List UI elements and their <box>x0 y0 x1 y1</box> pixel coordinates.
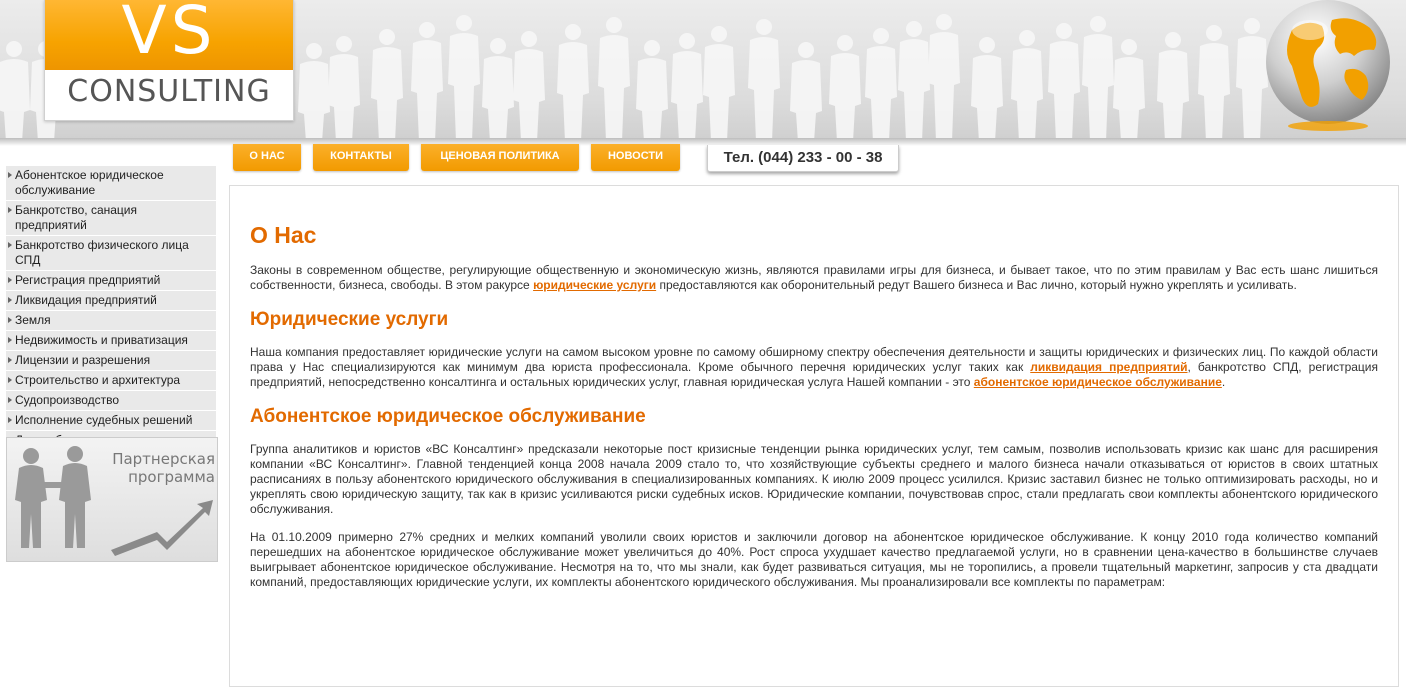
sidebar-item-land[interactable] <box>6 311 216 331</box>
nav-pricing-button[interactable]: ЦЕНОВАЯ ПОЛИТИКА <box>421 144 579 171</box>
partner-program-text <box>91 450 215 486</box>
legal-services-heading: Юридические услуги <box>250 309 449 330</box>
sidebar-item-enforcement[interactable] <box>6 411 216 431</box>
arrow-right-icon <box>8 337 12 343</box>
arrow-right-icon <box>8 207 12 213</box>
sidebar-item-label: Судопроизводство <box>15 393 120 407</box>
arrow-right-icon <box>8 172 12 178</box>
sidebar-item-label: Земля <box>15 313 51 327</box>
header-shadow <box>0 138 1406 146</box>
sidebar-item-subscription-legal[interactable] <box>6 166 216 201</box>
legal-services-paragraph: Наша компания предоставляет юридические услуги на самом высоком уровне по самому обширному спектру обеспечения деятельности и защиты юридических и физических лиц. По каждой области права у Нас специализируются как минимум два юриста профессионала. Кроме обычного перечня юридических услуг таких как ликвидация предприятий, банкротство СПД, регистрация предприятий, непосредственно консалтинга и остальных юридических услуг, главная юридическая услуга Нашей компании - это абонентское юридическое обслуживание. <box>250 345 1378 389</box>
subscription-service-link[interactable]: абонентское юридическое обслуживание <box>973 375 1222 389</box>
arrow-right-icon <box>8 377 12 383</box>
subscription-paragraph-1: Группа аналитиков и юристов «ВС Консалтинг» предсказали некоторые пост кризисные тенденции рынка юридических услуг, тем самым, позволив использовать кризис как шанс для расширения компании «ВС Консалтинг». Главной тенденцией конца 2008 начала 2009 стало то, что хозяйствующие субъекты среднего и малого бизнеса начали отказываться от юристов в своих штатных расписаниях в пользу абонентского юридического обслуживания в специализированных компаниях. К июлю 2009 процесс усилился. Кризис заставил бизнес не только оптимизировать расходы, но и укреплять свою юридическую защиту, так как в кризис усиливаются риски судебных исков. Юридические компании, почувствовав спрос, стали предлагать свои комплекты абонентского юридического обслуживания. <box>250 442 1378 516</box>
logo-vs-text: VS <box>121 0 217 69</box>
main-content <box>229 185 1399 687</box>
sidebar-item-licenses[interactable] <box>6 351 216 371</box>
arrow-right-icon <box>8 317 12 323</box>
sidebar-item-label: Банкротство физического лица СПД <box>15 238 189 267</box>
sidebar-item-construction[interactable] <box>6 371 216 391</box>
sidebar-item-label: Банкротство, санация предприятий <box>15 203 137 232</box>
sidebar-item-label: Исполнение судебных решений <box>15 413 193 427</box>
liquidation-link[interactable]: ликвидация предприятий <box>1030 360 1188 374</box>
sidebar-item-label: Регистрация предприятий <box>15 273 161 287</box>
header-banner <box>0 0 1406 142</box>
sidebar-item-label: Недвижимость и приватизация <box>15 333 188 347</box>
nav-contacts-button[interactable]: КОНТАКТЫ <box>313 144 409 171</box>
arrow-right-icon <box>8 397 12 403</box>
arrow-right-icon <box>8 277 12 283</box>
sidebar-item-litigation[interactable] <box>6 391 216 411</box>
sidebar-item-bankruptcy-individual[interactable] <box>6 236 216 271</box>
sidebar-item-label: Абонентское юридическое обслуживание <box>15 168 164 197</box>
sidebar-item-bankruptcy-enterprises[interactable] <box>6 201 216 236</box>
arrow-right-icon <box>8 242 12 248</box>
partner-program-banner[interactable] <box>6 437 218 562</box>
subscription-service-heading: Абонентское юридическое обслуживание <box>250 406 646 427</box>
partner-line1: Партнерская <box>112 450 215 468</box>
logo-consulting-text: CONSULTING <box>67 74 271 109</box>
globe-icon <box>1262 0 1394 132</box>
sidebar-item-registration[interactable] <box>6 271 216 291</box>
arrow-right-icon <box>8 417 12 423</box>
sidebar-item-label: Ликвидация предприятий <box>15 293 157 307</box>
sidebar-item-real-estate[interactable] <box>6 331 216 351</box>
intro-paragraph: Законы в современном обществе, регулирующие общественную и экономическую жизнь, являются правилами игры для бизнеса, и бывает такое, что по этим правилам у Вас есть шанс лишиться собственности, бизнеса, свободы. В этом ракурсе юридические услуги предоставляются как оборонительный редут Вашего бизнеса и Вас лично, который нужно укреплять и усиливать. <box>250 263 1378 292</box>
vs-consulting-logo[interactable] <box>44 0 294 121</box>
arrow-right-icon <box>8 297 12 303</box>
sidebar-item-label: Лицензии и разрешения <box>15 353 151 367</box>
nav-news-button[interactable]: НОВОСТИ <box>591 144 680 171</box>
partner-line2: программа <box>128 468 215 486</box>
sidebar-item-label: Строительство и архитектура <box>15 373 181 387</box>
sidebar-item-liquidation[interactable] <box>6 291 216 311</box>
legal-services-link[interactable]: юридические услуги <box>533 278 657 292</box>
nav-about-button[interactable]: О НАС <box>233 144 301 171</box>
arrow-right-icon <box>8 357 12 363</box>
sidebar-menu <box>6 166 216 451</box>
phone-number: Тел. (044) 233 - 00 - 38 <box>707 145 899 172</box>
subscription-paragraph-2: На 01.10.2009 примерно 27% средних и мелких компаний уволили своих юристов и заключили договор на абонентское юридическое обслуживание. К концу 2010 года количество компаний перешедших на абонентское юридическое обслуживание может увеличиться до 40%. Рост спроса ухудшает качество предлагаемой услуги, но в сравнении цена-качество в большинстве случаев выигрывает абонентское юридическое обслуживание. Несмотря на то, что мы знали, как будет развиваться ситуация, мы не торопились, а провели тщательный маркетинг, запросив у ста двадцати компаний, предоставляющих юридические услуги, их комплекты абонентского юридического обслуживания. Мы проанализировали все комплекты по параметрам: <box>250 530 1378 589</box>
page-title: О Нас <box>250 222 317 248</box>
